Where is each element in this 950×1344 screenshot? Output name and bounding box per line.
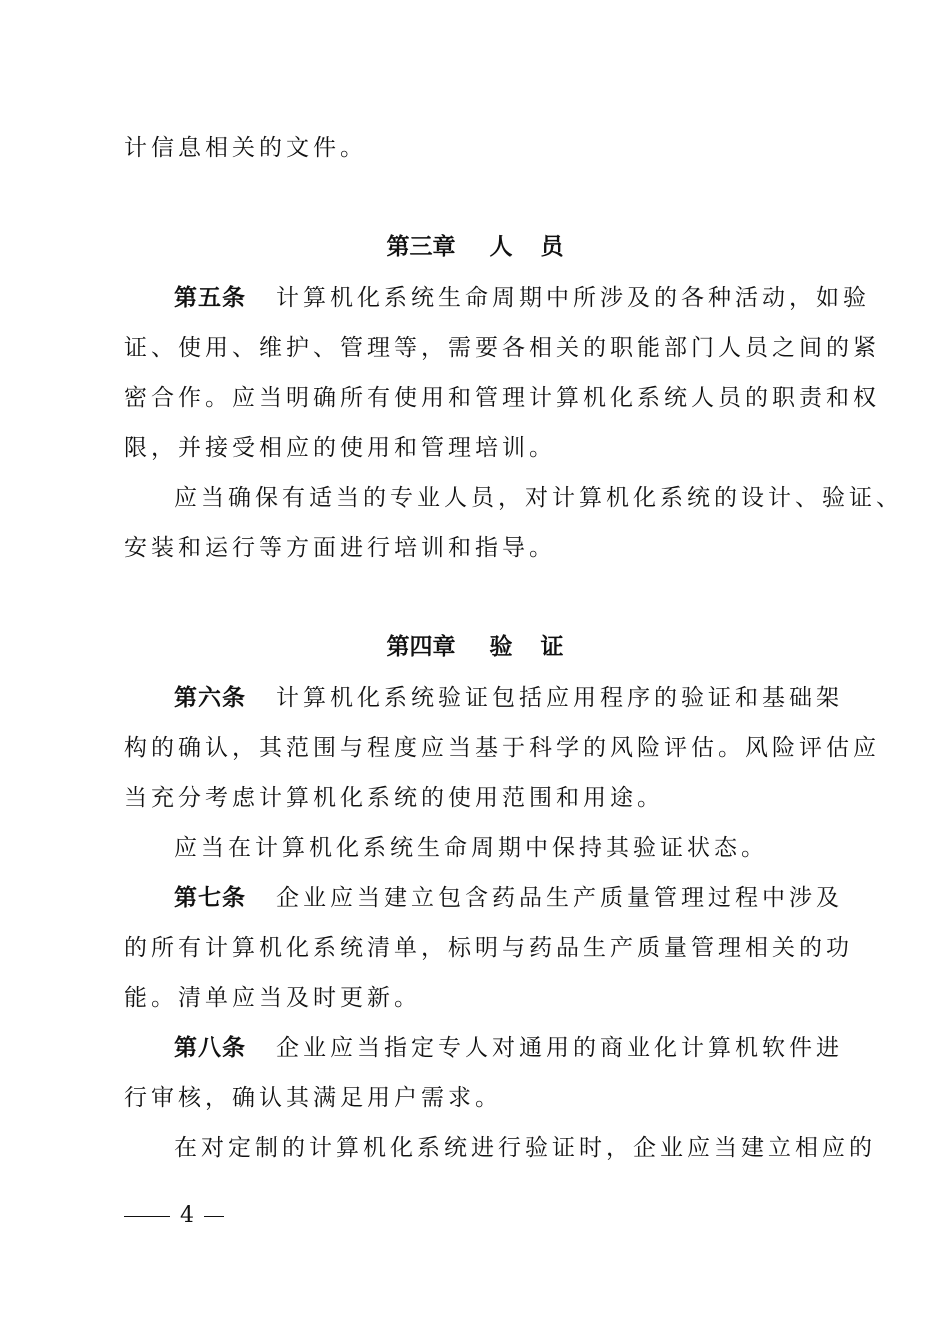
page-footer <box>124 1203 224 1229</box>
paragraph-line: 当充分考虑计算机化系统的使用范围和用途。 <box>124 785 664 811</box>
chapter-label: 第三章 <box>386 234 456 260</box>
paragraph-line: 在对定制的计算机化系统进行验证时，企业应当建立相应的 <box>174 1135 876 1161</box>
chapter-title-char: 员 <box>540 234 564 260</box>
article-label: 第六条 <box>174 685 246 711</box>
chapter-title-char: 证 <box>540 634 564 660</box>
paragraph-line: 应当确保有适当的专业人员，对计算机化系统的设计、验证、 <box>174 485 903 511</box>
article-first-line <box>174 1033 843 1063</box>
paragraph-line: 构的确认，其范围与程度应当基于科学的风险评估。风险评估应 <box>124 735 880 761</box>
paragraph-line: 行审核，确认其满足用户需求。 <box>124 1085 502 1111</box>
paragraph-line: 限，并接受相应的使用和管理培训。 <box>124 435 556 461</box>
paragraph-line: 密合作。应当明确所有使用和管理计算机化系统人员的职责和权 <box>124 385 880 411</box>
article-text: 企业应当指定专人对通用的商业化计算机软件进 <box>276 1035 843 1061</box>
article-text: 企业应当建立包含药品生产质量管理过程中涉及 <box>276 885 843 911</box>
article-text: 计算机化系统验证包括应用程序的验证和基础架 <box>276 685 843 711</box>
article-first-line <box>174 883 843 913</box>
paragraph-line: 安装和运行等方面进行培训和指导。 <box>124 535 556 561</box>
article-label: 第五条 <box>174 285 246 311</box>
footer-dash-left <box>124 1216 170 1217</box>
article-first-line <box>174 683 843 713</box>
paragraph-line: 应当在计算机化系统生命周期中保持其验证状态。 <box>174 835 768 861</box>
paragraph-line: 证、使用、维护、管理等，需要各相关的职能部门人员之间的紧 <box>124 335 880 361</box>
paragraph-line: 能。清单应当及时更新。 <box>124 985 421 1011</box>
chapter-title-char: 人 <box>489 234 513 260</box>
paragraph-line: 计信息相关的文件。 <box>124 135 367 161</box>
page-number: 4 <box>180 1203 194 1228</box>
chapter-label: 第四章 <box>386 634 456 660</box>
paragraph-line: 的所有计算机化系统清单，标明与药品生产质量管理相关的功 <box>124 935 853 961</box>
chapter-title-char: 验 <box>489 634 513 660</box>
article-first-line <box>174 283 870 313</box>
article-label: 第八条 <box>174 1035 246 1061</box>
article-label: 第七条 <box>174 885 246 911</box>
article-text: 计算机化系统生命周期中所涉及的各种活动，如验 <box>276 285 870 311</box>
chapter-heading-3 <box>0 232 950 262</box>
chapter-heading-4 <box>0 632 950 662</box>
footer-dash-right <box>204 1216 224 1217</box>
